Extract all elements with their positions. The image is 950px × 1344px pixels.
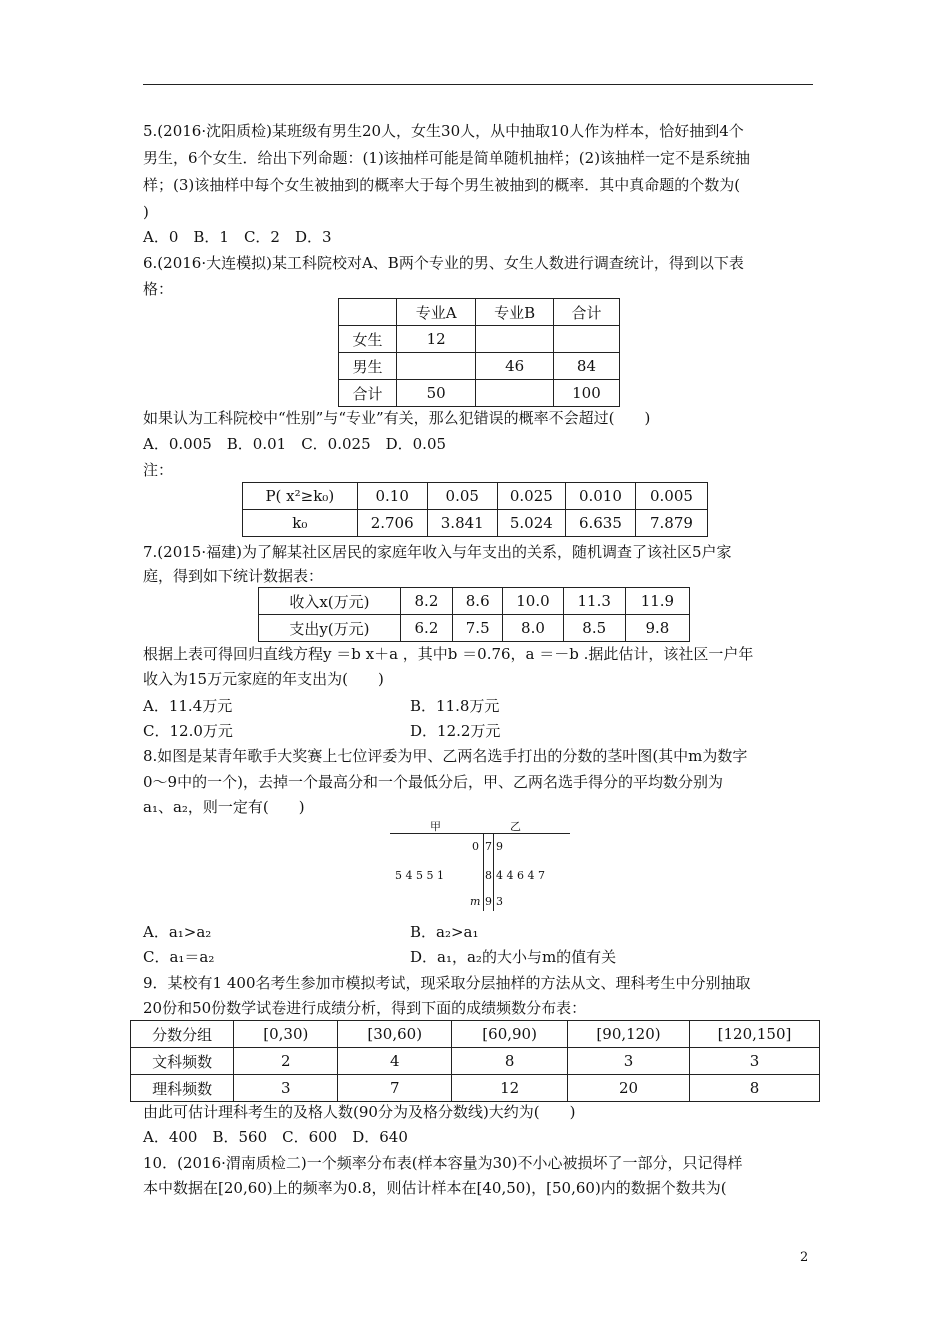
q6-options: A．0.005 B．0.01 C．0.025 D．0.05	[143, 435, 447, 453]
stem-row2-stem: 8	[485, 869, 492, 882]
stem-row2-left: 5 4 5 5 1	[395, 869, 444, 882]
q8-option-c: C．a₁＝a₂	[143, 948, 215, 966]
table-cell: 8.5	[563, 615, 625, 642]
table-cell: 8	[690, 1075, 820, 1102]
table-cell: k₀	[243, 510, 358, 537]
q7-option-d: D．12.2万元	[410, 722, 501, 740]
table-row	[339, 299, 620, 326]
table-cell: 9.8	[625, 615, 689, 642]
table-cell	[476, 380, 554, 407]
q5-options: A．0 B．1 C．2 D．3	[143, 228, 332, 246]
stem-divider-right	[493, 833, 494, 911]
q7-line3: 根据上表可得回归直线方程y ＝b x＋a ，其中b ＝0.76，a ＝－b .据此估计，该社区一户年	[143, 645, 754, 663]
q5-line2: 男生，6个女生．给出下列命题：(1)该抽样可能是简单随机抽样；(2)该抽样一定不是系统抽	[143, 149, 751, 167]
table-cell: 3.841	[427, 510, 497, 537]
q7-option-a: A．11.4万元	[143, 697, 233, 715]
q8-line2: 0～9中的一个)，去掉一个最高分和一个最低分后，甲、乙两名选手得分的平均数分别为	[143, 773, 723, 791]
table-cell: 0.10	[357, 483, 427, 510]
table-cell: 合计	[553, 299, 619, 326]
stem-leaf-plot	[390, 820, 570, 913]
table-cell: 5.024	[497, 510, 565, 537]
table-cell: 0.05	[427, 483, 497, 510]
table-cell: 专业B	[476, 299, 554, 326]
table-cell: 专业A	[396, 299, 475, 326]
q7-data-table	[258, 587, 690, 642]
table-cell: 3	[234, 1075, 338, 1102]
table-row	[243, 510, 708, 537]
table-row	[131, 1021, 820, 1048]
table-cell: 3	[568, 1048, 690, 1075]
q5-line4: )	[143, 203, 149, 221]
table-cell	[396, 353, 475, 380]
table-cell: 8	[452, 1048, 568, 1075]
table-cell: 12	[396, 326, 475, 353]
table-row	[339, 380, 620, 407]
table-cell: 分数分组	[131, 1021, 234, 1048]
q5-line1: 5.(2016·沈阳质检)某班级有男生20人，女生30人，从中抽取10人作为样本，恰好抽到4个	[143, 122, 744, 140]
q7-option-b: B．11.8万元	[410, 697, 500, 715]
q6-critical-value-table	[242, 482, 708, 537]
table-cell: 2	[234, 1048, 338, 1075]
q8-option-d: D．a₁，a₂的大小与m的值有关	[410, 948, 617, 966]
table-row	[131, 1048, 820, 1075]
table-cell: 0.010	[565, 483, 635, 510]
table-cell: 女生	[339, 326, 397, 353]
table-cell: 84	[553, 353, 619, 380]
table-cell: [120,150]	[690, 1021, 820, 1048]
q8-option-b: B．a₂>a₁	[410, 923, 479, 941]
table-cell: 合计	[339, 380, 397, 407]
q6-note: 注：	[143, 461, 174, 479]
table-cell: 文科频数	[131, 1048, 234, 1075]
q9-line2: 20份和50份数学试卷进行成绩分析，得到下面的成绩频数分布表：	[143, 999, 587, 1017]
q9-line1: 9．某校有1 400名考生参加市模拟考试，现采取分层抽样的方法从文、理科考生中分别抽取	[143, 974, 751, 992]
table-cell: 2.706	[357, 510, 427, 537]
table-cell: 11.3	[563, 588, 625, 615]
table-cell: 100	[553, 380, 619, 407]
table-cell: 0.025	[497, 483, 565, 510]
table-cell: 50	[396, 380, 475, 407]
q5-line3: 样；(3)该抽样中每个女生被抽到的概率大于每个男生被抽到的概率．其中真命题的个数为(	[143, 176, 741, 194]
table-row	[243, 483, 708, 510]
table-cell: [60,90)	[452, 1021, 568, 1048]
stem-row1-left: 0	[472, 840, 479, 853]
table-row	[259, 588, 690, 615]
table-cell: 8.0	[503, 615, 563, 642]
table-cell: [0,30)	[234, 1021, 338, 1048]
stem-row2-right: 4 4 6 4 7	[496, 869, 545, 882]
table-cell: 10.0	[503, 588, 563, 615]
q6-line1: 6.(2016·大连模拟)某工科院校对A、B两个专业的男、女生人数进行调查统计，得到以下表	[143, 254, 744, 272]
header-rule	[143, 84, 813, 85]
table-cell: 8.6	[453, 588, 503, 615]
table-cell	[553, 326, 619, 353]
table-cell: 3	[690, 1048, 820, 1075]
table-row	[339, 353, 620, 380]
q7-line4: 收入为15万元家庭的年支出为( )	[143, 670, 384, 688]
table-cell: 7	[338, 1075, 452, 1102]
q10-line2: 本中数据在[20,60)上的频率为0.8，则估计样本在[40,50)，[50,60)内的数据个数共为(	[143, 1179, 727, 1197]
table-cell: 男生	[339, 353, 397, 380]
q8-line1: 8.如图是某青年歌手大奖赛上七位评委为甲、乙两名选手打出的分数的茎叶图(其中m为数字	[143, 747, 748, 765]
q10-line1: 10．(2016·渭南质检二)一个频率分布表(样本容量为30)不小心被损坏了一部分，只记得样	[143, 1154, 743, 1172]
table-cell: [90,120)	[568, 1021, 690, 1048]
q7-option-c: C．12.0万元	[143, 722, 233, 740]
table-cell: 6.2	[400, 615, 452, 642]
table-cell: 7.5	[453, 615, 503, 642]
table-cell: 46	[476, 353, 554, 380]
table-row	[339, 326, 620, 353]
stem-row3-left: m	[470, 895, 481, 908]
q9-options: A．400 B．560 C．600 D．640	[143, 1128, 408, 1146]
q9-frequency-table	[130, 1020, 820, 1102]
table-cell: [30,60)	[338, 1021, 452, 1048]
stem-top-rule	[390, 833, 570, 834]
table-cell	[476, 326, 554, 353]
stem-row3-right: 3	[496, 895, 503, 908]
table-cell: 20	[568, 1075, 690, 1102]
stem-left-label: 甲	[430, 820, 441, 833]
table-cell: 4	[338, 1048, 452, 1075]
table-cell: 11.9	[625, 588, 689, 615]
stem-row3-stem: 9	[485, 895, 492, 908]
table-cell: 6.635	[565, 510, 635, 537]
q7-line1: 7.(2015·福建)为了解某社区居民的家庭年收入与年支出的关系，随机调查了该社区5户家	[143, 543, 732, 561]
q6-line2: 格：	[143, 280, 174, 298]
table-row	[131, 1075, 820, 1102]
table-cell: 支出y(万元)	[259, 615, 401, 642]
q8-option-a: A．a₁>a₂	[143, 923, 212, 941]
page-number: 2	[800, 1250, 809, 1265]
table-cell: 理科频数	[131, 1075, 234, 1102]
q8-line3: a₁、a₂，则一定有( )	[143, 798, 305, 816]
stem-row1-right: 9	[496, 840, 503, 853]
q6-contingency-table	[338, 298, 620, 407]
table-cell	[339, 299, 397, 326]
table-cell: 0.005	[635, 483, 707, 510]
stem-divider-left	[483, 833, 484, 911]
table-cell: 收入x(万元)	[259, 588, 401, 615]
stem-row1-stem: 7	[485, 840, 492, 853]
table-cell: P( x²≥k₀)	[243, 483, 358, 510]
stem-right-label: 乙	[510, 820, 521, 833]
q9-line3: 由此可估计理科考生的及格人数(90分为及格分数线)大约为( )	[143, 1103, 576, 1121]
q6-line3: 如果认为工科院校中“性别”与“专业”有关，那么犯错误的概率不会超过( )	[143, 409, 651, 427]
q7-line2: 庭，得到如下统计数据表：	[143, 567, 324, 585]
table-row	[259, 615, 690, 642]
table-cell: 7.879	[635, 510, 707, 537]
table-cell: 12	[452, 1075, 568, 1102]
table-cell: 8.2	[400, 588, 452, 615]
